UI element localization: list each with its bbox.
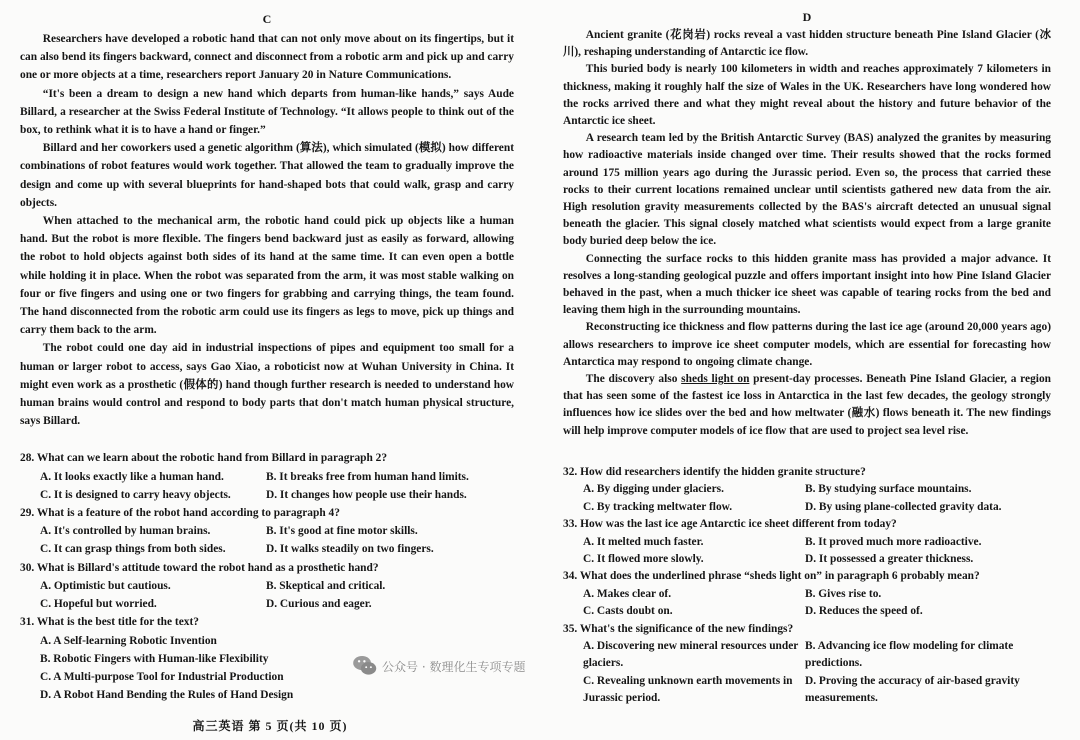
option-a: A. By digging under glaciers. bbox=[583, 483, 724, 496]
question-35 bbox=[563, 621, 1051, 708]
paragraph: “It's been a dream to design a new hand which departs from human-like hands,” says Aude Billard, a researcher at the Swiss Federal Institute of Technology. “It allows people to think out of the box, to rethink what it is to have a hand or finger.” bbox=[20, 87, 514, 137]
section-title-d: D bbox=[802, 10, 812, 24]
option-d: D. By using plane-collected gravity data. bbox=[805, 500, 1002, 513]
option-c: C. Casts doubt on. bbox=[583, 605, 673, 618]
page-footer: 高三英语 第 5 页(共 10 页) bbox=[192, 719, 348, 733]
question-33 bbox=[563, 516, 1051, 568]
question-stem: 31. What is the best title for the text? bbox=[20, 616, 199, 629]
passage-d bbox=[563, 27, 1051, 440]
paragraph: Reconstructing ice thickness and flow patterns during the last ice age (around 20,000 years ago) allows researchers to improve ice sheet computer models, which are essential for forecasting how Antarctica may respond to ongoing climate change. bbox=[563, 321, 1051, 368]
paragraph bbox=[20, 30, 514, 85]
question-stem: 32. How did researchers identify the hidden granite structure? bbox=[563, 465, 866, 478]
option-c: C. A Multi-purpose Tool for Industrial Production bbox=[40, 670, 284, 683]
question-29 bbox=[20, 504, 514, 559]
question-stem: 33. How was the last ice age Antarctic ice sheet different from today? bbox=[563, 518, 897, 531]
option-c: C. It flowed more slowly. bbox=[583, 552, 704, 565]
underlined-phrase: sheds light on bbox=[681, 373, 750, 386]
option-d: D. It walks steadily on two fingers. bbox=[266, 543, 434, 556]
option-b: B. It's good at fine motor skills. bbox=[266, 525, 418, 538]
question-stem: 35. What's the significance of the new findings? bbox=[563, 622, 794, 635]
text: present-day processes. Beneath Pine Island Glacier, a region that has seen some of the fastest ice loss in Antarctica in the last few decades, the geology strongly influences how ice slides over the bed and how meltwater (融水) flows beneath it. The new findings will help improve computer models of ice flow that are used to project sea level rise. bbox=[563, 373, 1051, 437]
option-c: C. Hopeful but worried. bbox=[40, 598, 157, 611]
question-stem: 30. What is Billard's attitude toward the robot hand as a prosthetic hand? bbox=[20, 561, 379, 574]
option-a: A. It looks exactly like a human hand. bbox=[40, 470, 224, 483]
option-b: B. It proved much more radioactive. bbox=[805, 535, 982, 548]
option-b: B. Robotic Fingers with Human-like Flexibility bbox=[40, 652, 269, 665]
option-d: D. Reduces the speed of. bbox=[805, 605, 923, 618]
paragraph: When attached to the mechanical arm, the robotic hand could pick up objects like a human hand. But the robot is more flexible. The fingers bend backward just as easily as forward, allowing the robot to hold objects against both sides of its hand at the same time. It can even open a bottle while holding it in place. When the robot was separated from the arm, it was most stable walking on four or five fingers and using one or two fingers for grabbing and carrying things, the team found. The hand disconnected from the robotic arm could use its fingers as legs to move, pick up things and carry them back to the arm. bbox=[20, 215, 514, 337]
paragraph: This buried body is nearly 100 kilometers in width and reaches approximately 7 kilometers in thickness, making it roughly half the size of Wales in the UK. Researchers have long wondered how the rocks arrived there and what they might reveal about the history and future behavior of the Antarctic ice sheet. bbox=[563, 63, 1051, 128]
question-32 bbox=[563, 464, 1051, 516]
option-b: B. Gives rise to. bbox=[805, 587, 882, 600]
option-d: D. A Robot Hand Bending the Rules of Hand Design bbox=[40, 689, 294, 702]
paragraph bbox=[563, 371, 1051, 440]
passage-c bbox=[20, 30, 514, 430]
question-34 bbox=[563, 568, 1051, 620]
question-stem: 34. What does the underlined phrase “sheds light on” in paragraph 6 probably mean? bbox=[563, 570, 980, 583]
passage-d-column bbox=[563, 0, 1051, 708]
option-d: D. Curious and eager. bbox=[266, 598, 372, 611]
questions-32-35 bbox=[563, 464, 1051, 708]
option-a: A. Discovering new mineral resources under glaciers. bbox=[583, 639, 799, 670]
option-b: B. It breaks free from human hand limits. bbox=[266, 470, 469, 483]
question-30 bbox=[20, 559, 514, 614]
paragraph: Billard and her coworkers used a genetic algorithm (算法), which simulated (模拟) how different combinations of robot features would work together. That allowed the team to gradually improve the design and come up with several blueprints for hand-shaped bots that could walk, grasp and carry objects. bbox=[20, 142, 514, 209]
option-b: B. Advancing ice flow modeling for climate predictions. bbox=[805, 639, 1014, 670]
option-c: C. It can grasp things from both sides. bbox=[40, 543, 226, 556]
paragraph: The robot could one day aid in industrial inspections of pipes and equipment too small for a human or larger robot to access, says Gao Xiao, a roboticist now at Wuhan University in China. It might even work as a prosthetic (假体的) hand though further research is needed to understand how human brains would control and respond to body parts that don't match human physical structure, says Billard. bbox=[20, 342, 514, 428]
option-d: D. Proving the accuracy of air-based gravity measurements. bbox=[805, 674, 1020, 705]
option-a: A. It melted much faster. bbox=[583, 535, 704, 548]
paragraph-text: Researchers have developed a robotic hand that can not only move about on its fingertips, but it can also bend its fingers backward, connect and disconnect from a robotic arm and pick up and carry one or more objects at a time, researchers report January 20 in Nature Communications. bbox=[20, 33, 514, 82]
section-title-c: C bbox=[262, 12, 272, 26]
question-stem: 29. What is a feature of the robot hand according to paragraph 4? bbox=[20, 507, 340, 520]
option-c: C. By tracking meltwater flow. bbox=[583, 500, 733, 513]
option-c: C. Revealing unknown earth movements in Jurassic period. bbox=[583, 674, 793, 705]
option-a: A. It's controlled by human brains. bbox=[40, 525, 211, 538]
passage-c-column bbox=[20, 0, 514, 704]
option-b: B. Skeptical and critical. bbox=[266, 579, 386, 592]
paragraph: Connecting the surface rocks to this hidden granite mass has provided a major advance. It resolves a long-standing geological puzzle and offers important insight into how Pine Island Glacier behaved in the past, when a much thicker ice sheet was capable of tearing rocks from the bed and leaving them high in the surrounding mountains. bbox=[563, 252, 1051, 317]
option-a: A. Makes clear of. bbox=[583, 587, 672, 600]
option-a: A. Optimistic but cautious. bbox=[40, 579, 171, 592]
question-31 bbox=[20, 613, 514, 704]
paragraph: Ancient granite (花岗岩) rocks reveal a vast hidden structure beneath Pine Island Glacier (冰川), reshaping understanding of Antarctic ice flow. bbox=[563, 29, 1051, 59]
text: The discovery also bbox=[585, 373, 682, 386]
question-stem: 28. What can we learn about the robotic hand from Billard in paragraph 2? bbox=[20, 452, 388, 465]
question-28 bbox=[20, 449, 514, 504]
watermark-text: 公众号 · 数理化生专项专题 bbox=[382, 660, 526, 674]
option-b: B. By studying surface mountains. bbox=[805, 483, 972, 496]
paragraph: A research team led by the British Antarctic Survey (BAS) analyzed the granites by measuring how radioactive materials inside changed over time. Their results showed that the rocks formed around 175 million years ago during the Jurassic period. Even so, the process that carried these rocks to their current locations remained unclear until scientists gathered new data from the air. High resolution gravity measurements collected by the BAS's aircraft detected an unusual signal beneath the glacier. This signal closely matched what scientists would expect from a large granite body buried deep below the ice. bbox=[563, 132, 1051, 248]
option-d: D. It possessed a greater thickness. bbox=[805, 552, 974, 565]
questions-28-31 bbox=[20, 449, 514, 704]
option-d: D. It changes how people use their hands. bbox=[266, 488, 467, 501]
option-c: C. It is designed to carry heavy objects. bbox=[40, 488, 231, 501]
option-a: A. A Self-learning Robotic Invention bbox=[40, 634, 217, 647]
